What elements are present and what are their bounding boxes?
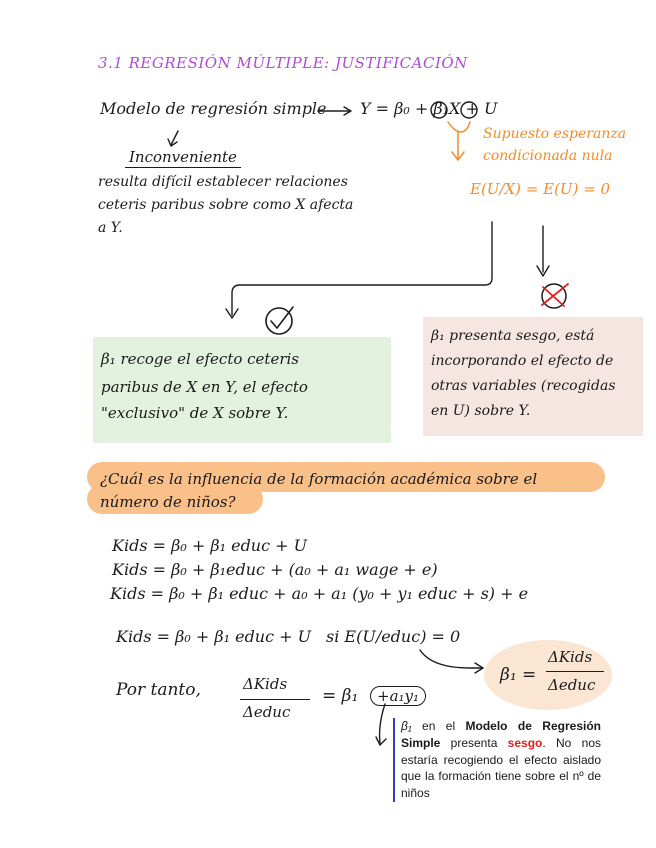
green-box-line2: paribus de X en Y, el efecto: [101, 378, 308, 396]
equation-4-condition: si E(U/educ) = 0: [326, 627, 461, 646]
simple-model-label: Modelo de regresión simple: [100, 99, 327, 118]
note-text1: en el: [411, 719, 466, 733]
result-rhs: = β₁: [322, 686, 359, 706]
equation-3: Kids = β₀ + β₁ educ + a₀ + a₁ (y₀ + y₁ educ + s) + e: [110, 584, 529, 603]
question-line1: ¿Cuál es la influencia de la formación académica sobre el: [100, 470, 538, 488]
assumption-formula: E(U/X) = E(U) = 0: [470, 180, 611, 198]
inconveniente-line1: resulta difícil establecer relaciones: [98, 174, 348, 190]
note-text2: presenta: [440, 735, 508, 750]
inconveniente-line3: a Y.: [98, 220, 123, 236]
section-title: 3.1 REGRESIÓN MÚLTIPLE: JUSTIFICACIÓN: [98, 54, 468, 72]
result-numerator: ΔKids: [243, 675, 288, 693]
green-box-line1: β₁ recoge el efecto ceteris: [101, 350, 300, 368]
equation-4: Kids = β₀ + β₁ educ + U: [116, 627, 312, 646]
equation-2: Kids = β₀ + β₁educ + (a₀ + a₁ wage + e): [112, 560, 438, 579]
beta-lhs: β₁ =: [500, 665, 537, 685]
question-line2: número de niños?: [100, 493, 236, 512]
result-denominator: Δeduc: [243, 703, 291, 721]
note-sesgo: sesgo: [507, 735, 543, 750]
inconveniente-line2: ceteris paribus sobre como X afecta: [98, 197, 354, 213]
beta-numerator: ΔKids: [548, 648, 593, 666]
note-model: Modelo de Regresión Simple: [401, 719, 601, 750]
bias-term: +a₁y₁: [370, 686, 426, 706]
simple-model-equation: Y = β₀ + β₁X + U: [360, 99, 498, 118]
pink-box-line2: incorporando el efecto de: [431, 353, 614, 369]
assumption-line2: condicionada nula: [483, 148, 613, 164]
beta-denominator: Δeduc: [548, 676, 596, 694]
por-tanto-label: Por tanto,: [116, 680, 201, 700]
pink-box-line1: β₁ presenta sesgo, está: [431, 328, 595, 344]
green-box-line3: "exclusivo" de X sobre Y.: [101, 404, 289, 422]
pink-box-line4: en U) sobre Y.: [431, 403, 531, 419]
pink-box-line3: otras variables (recogidas: [431, 378, 616, 394]
assumption-line1: Supuesto esperanza: [483, 126, 627, 142]
note-beta: β₁: [401, 719, 412, 733]
note-text3: . No nos estaría recogiendo el efecto aislado que la formación tiene sobre el nº de niños: [401, 735, 601, 801]
equation-1: Kids = β₀ + β₁ educ + U: [112, 536, 308, 555]
inconveniente-title: Inconveniente: [125, 148, 241, 168]
